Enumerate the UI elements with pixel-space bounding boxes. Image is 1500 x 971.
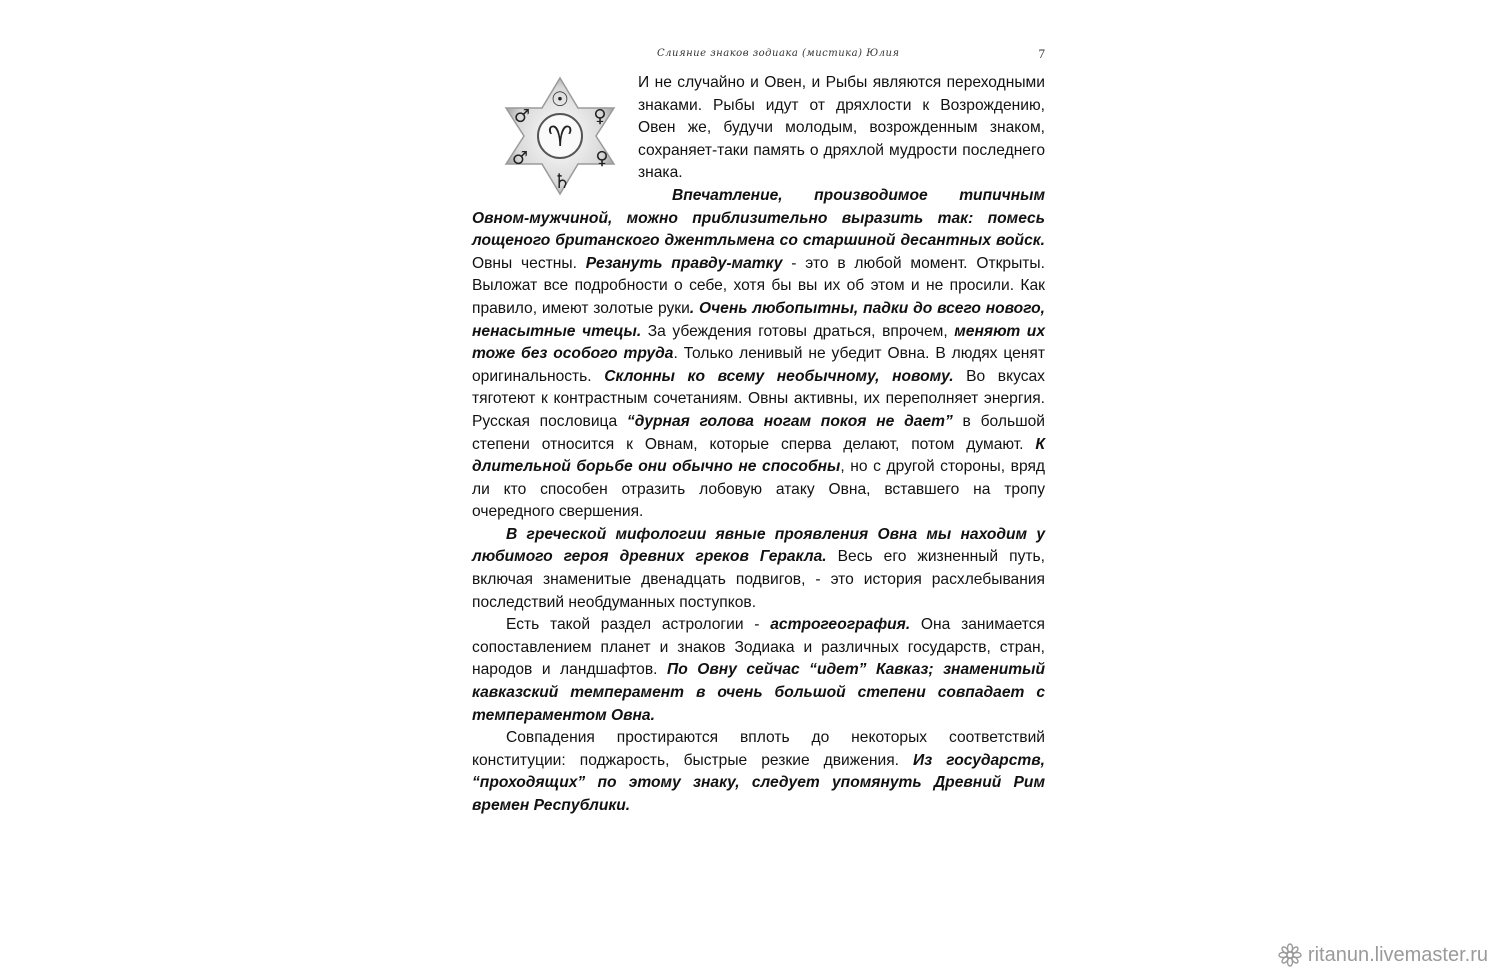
paragraph (472, 185, 1045, 524)
emphasis-text: меняют их тоже без особого труда (472, 322, 1045, 363)
text-run: , но с другой стороны, вряд ли кто способен отразить лобовую атаку Овна, вставшего на тропу очередного свершения. (472, 458, 1045, 521)
center-glyph: ♈ (547, 120, 573, 153)
paragraph (472, 614, 1045, 727)
aries-star-emblem (490, 72, 630, 198)
text-run: - это в любой момент. Открыты. Выложат все подробности о себе, хотя бы вы их об этом и не просили. Как правило, имеют золотые руки (472, 254, 1045, 317)
planet-glyph-lower-left: ♂ (511, 148, 529, 169)
emphasis-text: “дурная голова ногам покоя не дает” (626, 412, 953, 430)
document-page (472, 44, 1045, 818)
emphasis-text: По Овну сейчас “идет” Кавказ; знаменитый кавказский темперамент в очень большой степени совпадает с темпераментом Овна. (472, 661, 1045, 724)
emphasis-text: Резануть правду-матку (585, 254, 783, 272)
text-run: И не случайно и Овен, и Рыбы являются переходными знаками. Рыбы идут от дряхлости к Возрождению, Овен же, будучи молодым, возрожденным знаком, сохраняет-таки память о дряхлой мудрости последнего знака. (638, 74, 1045, 182)
text-run: За убеждения готовы драться, впрочем, (641, 322, 955, 340)
emphasis-text: . Очень любопытны, падки до всего нового, ненасытные чтецы. (472, 299, 1045, 340)
text-run: Совпадения простираются вплоть до некоторых соответствий конституции: поджарость, быстрые резкие движения. (472, 729, 1045, 769)
running-header-title: Слияние знаков зодиака (мистика) Юлия (657, 48, 900, 59)
text-run: Весь его жизненный путь, включая знаменитые двенадцать подвигов, - это история расхлебывания последствий необдуманных поступков. (472, 548, 1046, 611)
planet-glyph-top: ☉ (551, 87, 569, 111)
paragraph (472, 524, 1045, 614)
emphasis-text: К длительной борьбе они обычно не способны (472, 435, 1045, 476)
watermark-text: ritanun.livemaster.ru (1307, 943, 1488, 966)
text-run: Есть такой раздел астрологии - (506, 616, 771, 634)
emphasis-text: В греческой мифологии явные проявления Овна мы находим у любимого героя древних греков Геракла. (472, 525, 1045, 566)
planet-glyph-upper-left: ♂ (513, 106, 531, 127)
paragraph (472, 727, 1045, 817)
planet-glyph-upper-right: ♀ (593, 106, 607, 127)
text-run: Она занимается сопоставлением планет и знаков Зодиака и различных государств, стран, народов и ландшафтов. (472, 616, 1045, 679)
page-header (472, 44, 1045, 72)
planet-glyph-bottom: ♄ (553, 169, 571, 193)
emphasis-text: Из государств, “проходящих” по этому знаку, следует упомянуть Древний Рим времен Республики. (472, 751, 1045, 814)
text-run: . Только ленивый не убедит Овна. В людях ценят оригинальность. (472, 345, 1045, 385)
page-number: 7 (1038, 46, 1045, 61)
emphasis-text: астрогеография. (770, 616, 911, 634)
text-run: Овны честны. (472, 254, 586, 272)
planet-glyph-lower-right: ♀ (595, 148, 609, 169)
flower-logo-icon (1278, 943, 1302, 967)
emphasis-text: Впечатление, производимое типичным Овном-мужчиной, можно приблизительно выразить так: помесь лощеного британского джентльмена со старшиной десантных войск. (472, 186, 1045, 250)
body-text (472, 72, 1045, 818)
emphasis-text: Склонны ко всему необычному, новому. (604, 367, 954, 385)
watermark (1278, 943, 1488, 967)
text-run: в большой степени относится к Овнам, которые сперва делают, потом думают. (472, 412, 1045, 453)
text-run: Во вкусах тяготеют к контрастным сочетаниям. Овны активны, их переполняет энергия. Русская пословица (472, 367, 1045, 430)
